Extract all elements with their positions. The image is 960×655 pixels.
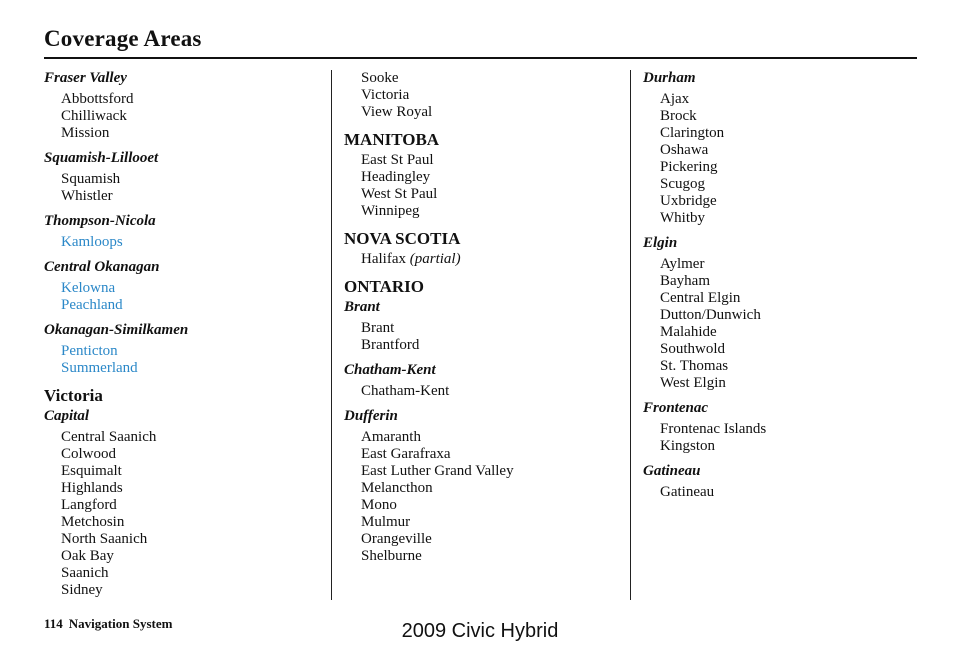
place-label: West St Paul <box>361 186 438 202</box>
place-label: Frontenac Islands <box>660 421 767 437</box>
place-label: Brock <box>660 108 697 124</box>
place-list <box>643 421 923 455</box>
place-name <box>361 337 624 354</box>
region-group <box>44 259 324 314</box>
column-divider <box>630 70 631 600</box>
place-label: Central Elgin <box>660 290 741 306</box>
place-name <box>361 104 624 121</box>
place-label: View Royal <box>361 104 433 120</box>
coverage-column-2 <box>344 70 624 565</box>
place-name <box>660 125 923 142</box>
place-name <box>361 531 624 548</box>
place-list <box>44 343 324 377</box>
place-label: Summerland <box>61 360 138 376</box>
region-heading: Fraser Valley <box>44 70 127 86</box>
province-heading: NOVA SCOTIA <box>344 229 461 248</box>
place-name <box>660 273 923 290</box>
place-name <box>61 91 324 108</box>
place-label: Uxbridge <box>660 193 717 209</box>
place-name <box>61 463 324 480</box>
region-group <box>44 408 324 599</box>
place-list <box>344 152 624 220</box>
region-heading: Okanagan-Similkamen <box>44 322 189 338</box>
region-group <box>44 150 324 205</box>
place-label: Central Saanich <box>61 429 157 445</box>
place-name <box>61 548 324 565</box>
place-name <box>361 169 624 186</box>
column-divider <box>331 70 332 600</box>
place-label: Oak Bay <box>61 548 114 564</box>
page-title: Coverage Areas <box>44 26 202 51</box>
place-name <box>660 91 923 108</box>
place-label: Scugog <box>660 176 705 192</box>
place-name <box>361 463 624 480</box>
place-label: East Garafraxa <box>361 446 451 462</box>
region-heading: Elgin <box>643 235 678 251</box>
place-name <box>660 324 923 341</box>
place-name <box>61 582 324 599</box>
place-label: Pickering <box>660 159 718 175</box>
place-label: Ajax <box>660 91 690 107</box>
place-name <box>660 307 923 324</box>
place-name <box>361 186 624 203</box>
place-name <box>660 108 923 125</box>
place-name <box>660 142 923 159</box>
place-label: Whistler <box>61 188 113 204</box>
place-label: North Saanich <box>61 531 148 547</box>
place-label: Chilliwack <box>61 108 127 124</box>
province-heading: ONTARIO <box>344 277 424 296</box>
region-heading: Central Okanagan <box>44 259 160 275</box>
section-name: Navigation System <box>68 616 173 631</box>
region-heading: Capital <box>44 408 90 424</box>
place-label: Whitby <box>660 210 705 226</box>
region-heading: Gatineau <box>643 463 701 479</box>
place-name <box>61 108 324 125</box>
region-heading: Durham <box>643 70 696 86</box>
watermark: 2009 Civic Hybrid <box>401 620 559 642</box>
place-name <box>61 497 324 514</box>
region-group <box>643 235 923 392</box>
place-label: Mission <box>61 125 110 141</box>
coverage-column-3 <box>643 70 923 501</box>
place-label: Kingston <box>660 438 716 454</box>
place-label: East St Paul <box>361 152 434 168</box>
place-label: Kelowna <box>61 280 116 296</box>
province-heading: MANITOBA <box>344 130 440 149</box>
region-group <box>44 213 324 251</box>
place-label: St. Thomas <box>660 358 729 374</box>
place-name <box>660 375 923 392</box>
place-name <box>61 429 324 446</box>
place-label: Saanich <box>61 565 109 581</box>
region-group <box>44 70 324 142</box>
place-list <box>344 70 624 121</box>
place-label: Malahide <box>660 324 717 340</box>
region-heading: Squamish-Lillooet <box>44 150 159 166</box>
province-heading: Victoria <box>44 386 103 405</box>
place-label: Melancthon <box>361 480 433 496</box>
place-link[interactable] <box>61 280 324 297</box>
place-list <box>344 70 624 121</box>
region-group <box>643 463 923 501</box>
place-name <box>61 171 324 188</box>
place-label: Shelburne <box>361 548 422 564</box>
place-label: Halifax <box>361 251 406 267</box>
place-name <box>61 446 324 463</box>
region-group <box>44 322 324 377</box>
place-label: Mulmur <box>361 514 411 530</box>
place-name <box>61 565 324 582</box>
region-group <box>643 400 923 455</box>
place-label: Peachland <box>61 297 123 313</box>
place-name <box>660 193 923 210</box>
place-label: West Elgin <box>660 375 726 391</box>
place-name <box>361 383 624 400</box>
place-label: Langford <box>61 497 117 513</box>
place-name <box>660 290 923 307</box>
coverage-column-1 <box>44 70 324 599</box>
place-name <box>61 480 324 497</box>
place-name <box>361 429 624 446</box>
region-group <box>643 70 923 227</box>
place-list <box>643 91 923 227</box>
place-name <box>361 480 624 497</box>
place-label: Kamloops <box>61 234 123 250</box>
place-name <box>660 256 923 273</box>
place-list <box>344 152 624 220</box>
place-label: Victoria <box>361 87 410 103</box>
place-name <box>660 341 923 358</box>
place-list <box>344 251 624 268</box>
place-list <box>44 91 324 142</box>
region-heading: Dufferin <box>344 408 398 424</box>
region-heading: Thompson-Nicola <box>44 213 156 229</box>
place-list <box>643 256 923 392</box>
place-name <box>660 484 923 501</box>
place-label: Brantford <box>361 337 420 353</box>
place-name <box>61 125 324 142</box>
place-note: (partial) <box>409 251 461 267</box>
place-label: Brant <box>361 320 395 336</box>
place-label: Penticton <box>61 343 118 359</box>
place-label: Oshawa <box>660 142 709 158</box>
place-label: Abbottsford <box>61 91 134 107</box>
place-name <box>361 152 624 169</box>
place-label: Amaranth <box>361 429 421 445</box>
place-list <box>643 484 923 501</box>
place-list <box>44 280 324 314</box>
place-name <box>61 188 324 205</box>
place-label: Mono <box>361 497 397 513</box>
region-group <box>344 408 624 565</box>
place-name <box>361 497 624 514</box>
place-label: Dutton/Dunwich <box>660 307 761 323</box>
region-heading: Frontenac <box>643 400 709 416</box>
place-label: Colwood <box>61 446 117 462</box>
place-link[interactable] <box>61 360 324 377</box>
place-list <box>344 251 624 268</box>
place-name <box>660 358 923 375</box>
place-list <box>344 383 624 400</box>
place-name <box>361 446 624 463</box>
place-name <box>361 251 624 268</box>
place-label: Squamish <box>61 171 121 187</box>
place-list <box>44 234 324 251</box>
place-list <box>344 320 624 354</box>
place-label: Sidney <box>61 582 103 598</box>
place-link[interactable] <box>61 297 324 314</box>
place-label: East Luther Grand Valley <box>361 463 514 479</box>
place-link[interactable] <box>61 343 324 360</box>
place-list <box>44 171 324 205</box>
page-number: 114 <box>44 616 63 631</box>
place-name <box>361 320 624 337</box>
place-link[interactable] <box>61 234 324 251</box>
place-name <box>660 159 923 176</box>
place-label: Headingley <box>361 169 431 185</box>
place-label: Metchosin <box>61 514 125 530</box>
place-name <box>660 210 923 227</box>
place-label: Clarington <box>660 125 725 141</box>
place-label: Chatham-Kent <box>361 383 450 399</box>
place-label: Orangeville <box>361 531 432 547</box>
place-label: Southwold <box>660 341 726 357</box>
place-name <box>361 203 624 220</box>
place-name <box>61 514 324 531</box>
place-list <box>44 429 324 599</box>
place-label: Winnipeg <box>361 203 420 219</box>
title-divider <box>44 57 917 59</box>
place-label: Esquimalt <box>61 463 122 479</box>
place-name <box>61 531 324 548</box>
place-label: Gatineau <box>660 484 715 500</box>
place-label: Sooke <box>361 70 399 86</box>
place-name <box>361 87 624 104</box>
place-label: Aylmer <box>660 256 705 272</box>
place-name <box>660 176 923 193</box>
region-group <box>344 299 624 354</box>
place-name <box>361 70 624 87</box>
place-label: Highlands <box>61 480 123 496</box>
region-heading: Brant <box>344 299 380 315</box>
place-name <box>361 514 624 531</box>
region-group <box>344 362 624 400</box>
place-list <box>344 429 624 565</box>
place-name <box>660 421 923 438</box>
place-name <box>660 438 923 455</box>
region-heading: Chatham-Kent <box>344 362 436 378</box>
place-name <box>361 548 624 565</box>
place-label: Bayham <box>660 273 710 289</box>
